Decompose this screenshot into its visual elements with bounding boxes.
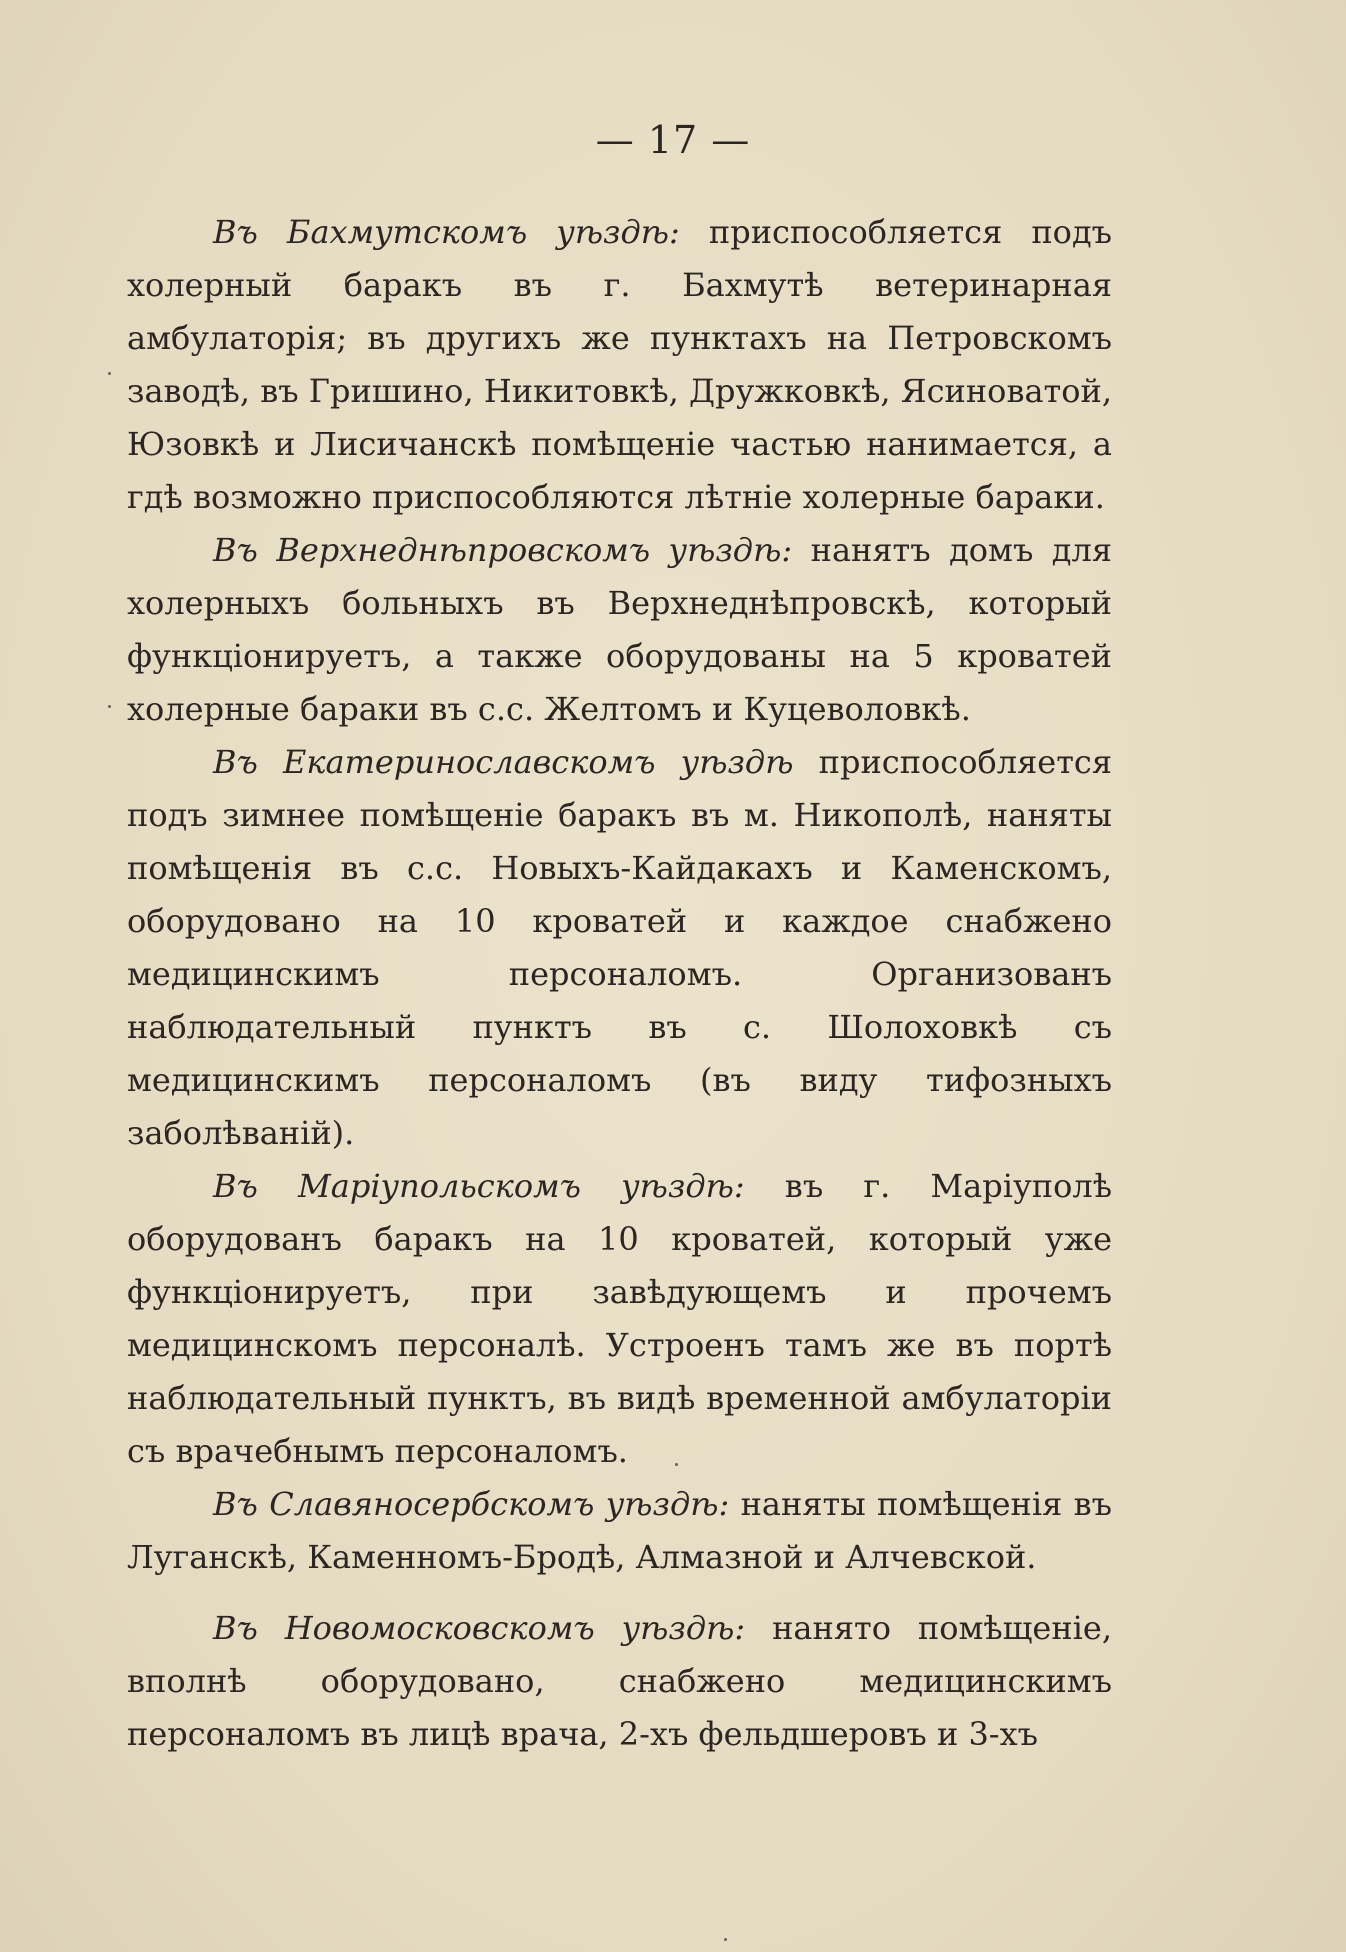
district-heading: Въ Новомосковскомъ уѣздѣ: bbox=[213, 1609, 746, 1647]
paper-speck bbox=[108, 705, 111, 708]
district-heading: Въ Славяносербскомъ уѣздѣ: bbox=[213, 1485, 730, 1523]
paragraph-text: въ г. Маріуполѣ оборудованъ баракъ на 10 кроватей, который уже функціонируетъ, при завѣдующемъ и прочемъ медицинскомъ персоналѣ. Устроенъ тамъ же въ портѣ наблюдательный пунктъ, въ видѣ временной амбулаторіи съ врачебнымъ персоналомъ. bbox=[127, 1167, 1113, 1470]
paragraph-verkhnedneprovsk bbox=[127, 524, 1112, 736]
paragraph-text: приспособляется подъ холерный баракъ въ г. Бахмутѣ ветеринарная амбулаторія; въ другихъ же пунктахъ на Петровскомъ заводѣ, въ Гришино, Никитовкѣ, Дружковкѣ, Ясиноватой, Юзовкѣ и Лисичанскѣ помѣщеніе частью нанимается, а гдѣ возможно приспособляются лѣтніе холерные бараки. bbox=[127, 213, 1113, 516]
district-heading: Въ Екатеринославскомъ уѣздѣ bbox=[213, 743, 794, 781]
district-heading: Въ Верхнеднѣпровскомъ уѣздѣ: bbox=[213, 531, 793, 569]
paper-speck bbox=[724, 1938, 727, 1941]
paragraph-slavyanoserbsk bbox=[127, 1478, 1112, 1584]
paragraph-text: нанято помѣщеніе, вполнѣ оборудовано, снабжено медицинскимъ персоналомъ въ лицѣ врача, 2-хъ фельдшеровъ и 3-хъ bbox=[127, 1609, 1113, 1753]
paper-speck bbox=[675, 1463, 678, 1466]
paragraph-text: наняты помѣщенія въ Луганскѣ, Каменномъ-Бродѣ, Алмазной и Алчевской. bbox=[127, 1485, 1112, 1576]
paragraph-bakhmut bbox=[127, 206, 1112, 524]
district-heading: Въ Маріупольскомъ уѣздѣ: bbox=[213, 1167, 745, 1205]
paragraph-novomoskovsk bbox=[127, 1602, 1112, 1761]
district-heading: Въ Бахмутскомъ уѣздѣ: bbox=[213, 213, 680, 251]
paper-speck bbox=[108, 372, 111, 375]
page-number: — 17 — bbox=[595, 118, 751, 162]
paragraph-ekaterinoslav bbox=[127, 736, 1112, 1160]
paragraph-text: приспособляется подъ зимнее помѣщеніе баракъ въ м. Никополѣ, наняты помѣщенія въ с.с. Новыхъ-Кайдакахъ и Каменскомъ, оборудовано на 10 кроватей и каждое снабжено медицинскимъ персоналомъ. Организованъ наблюдательный пунктъ въ с. Шолоховкѣ съ медицинскимъ персоналомъ (въ виду тифозныхъ заболѣваній). bbox=[127, 743, 1113, 1152]
body-text bbox=[127, 206, 1112, 1761]
paragraph-mariupol bbox=[127, 1160, 1112, 1478]
paragraph-text: нанятъ домъ для холерныхъ больныхъ въ Верхнеднѣпровскѣ, который функціонируетъ, а также оборудованы на 5 кроватей холерные бараки въ с.с. Желтомъ и Куцеволовкѣ. bbox=[127, 531, 1113, 728]
